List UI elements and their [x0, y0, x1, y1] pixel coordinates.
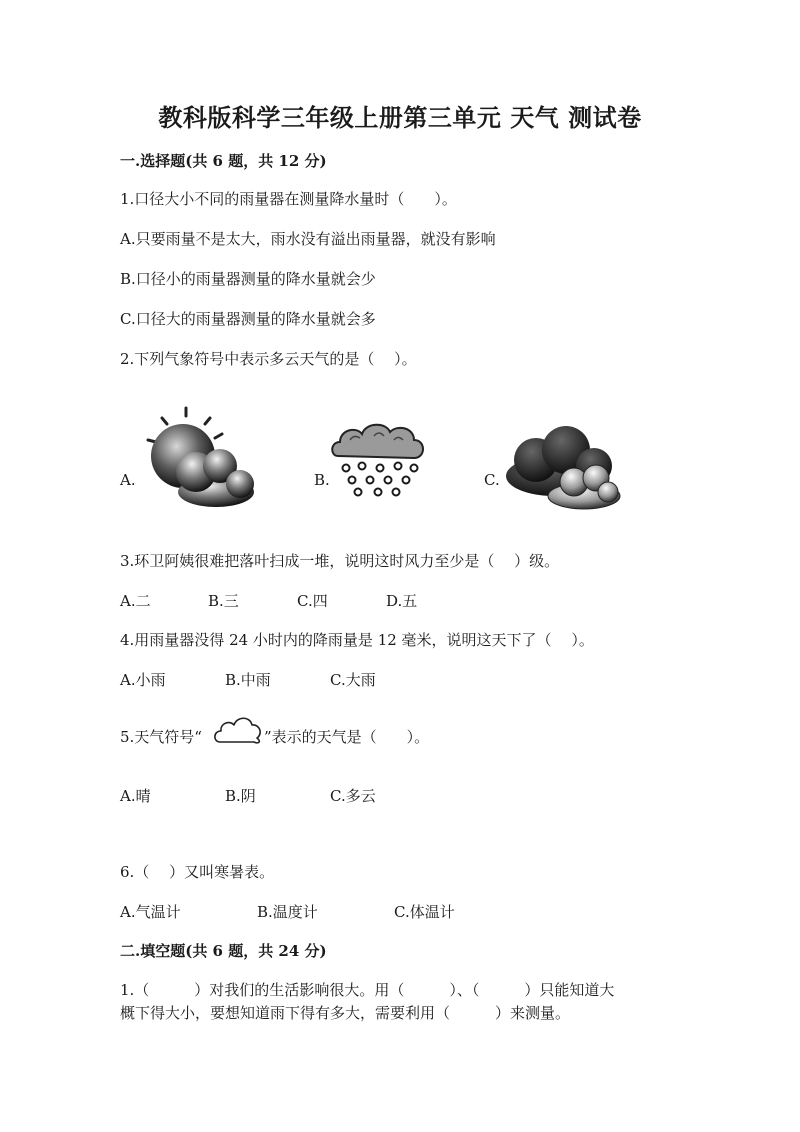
q1-option-c: C.口径大的雨量器测量的降水量就会多	[120, 310, 376, 328]
s2-q1-line1: 1.（ ）对我们的生活影响很大。用（ ）、（ ）只能知道大	[120, 981, 615, 999]
section1-heading: 一.选择题(共 6 题，共 12 分)	[120, 152, 327, 170]
sun-behind-cloud-icon	[138, 404, 258, 508]
q5-stem-pre: 5.天气符号“	[120, 728, 202, 746]
q6-option-b: B.温度计	[257, 903, 318, 921]
q3-option-d: D.五	[386, 592, 418, 610]
q2-option-b-label: B.	[314, 471, 330, 489]
q4-option-b: B.中雨	[225, 671, 271, 689]
q3-option-a: A.二	[120, 592, 151, 610]
cloud-outline-icon	[212, 712, 264, 748]
q5-stem-post: ”表示的天气是（ ）。	[264, 728, 430, 746]
q6-option-a: A.气温计	[120, 903, 181, 921]
q3-option-c: C.四	[297, 592, 328, 610]
q1-stem: 1.口径大小不同的雨量器在测量降水量时（ ）。	[120, 190, 457, 208]
q3-option-b: B.三	[208, 592, 239, 610]
q4-option-a: A.小雨	[120, 671, 166, 689]
q5-option-c: C.多云	[330, 787, 376, 805]
page-title: 教科版科学三年级上册第三单元 天气 测试卷	[158, 103, 642, 132]
section2-heading: 二.填空题(共 6 题，共 24 分)	[120, 942, 327, 960]
q1-option-a: A.只要雨量不是太大，雨水没有溢出雨量器，就没有影响	[120, 230, 496, 248]
s2-q1-line2: 概下得大小，要想知道雨下得有多大，需要利用（ ）来测量。	[120, 1004, 571, 1022]
overcast-dark-cloud-icon	[504, 424, 624, 514]
q5-option-b: B.阴	[225, 787, 256, 805]
q3-stem: 3.环卫阿姨很难把落叶扫成一堆，说明这时风力至少是（ ）级。	[120, 552, 560, 570]
q2-option-a-label: A.	[120, 471, 136, 489]
q4-stem: 4.用雨量器没得 24 小时内的降雨量是 12 毫米，说明这天下了（ ）。	[120, 631, 594, 649]
q1-option-b: B.口径小的雨量器测量的降水量就会少	[120, 270, 376, 288]
q2-option-c-label: C.	[484, 471, 500, 489]
q5-option-a: A.晴	[120, 787, 151, 805]
q6-stem: 6.（ ）又叫寒暑表。	[120, 863, 275, 881]
rain-snow-cloud-icon	[328, 418, 430, 500]
q4-option-c: C.大雨	[330, 671, 376, 689]
q6-option-c: C.体温计	[394, 903, 455, 921]
q2-stem: 2.下列气象符号中表示多云天气的是（ ）。	[120, 350, 417, 368]
